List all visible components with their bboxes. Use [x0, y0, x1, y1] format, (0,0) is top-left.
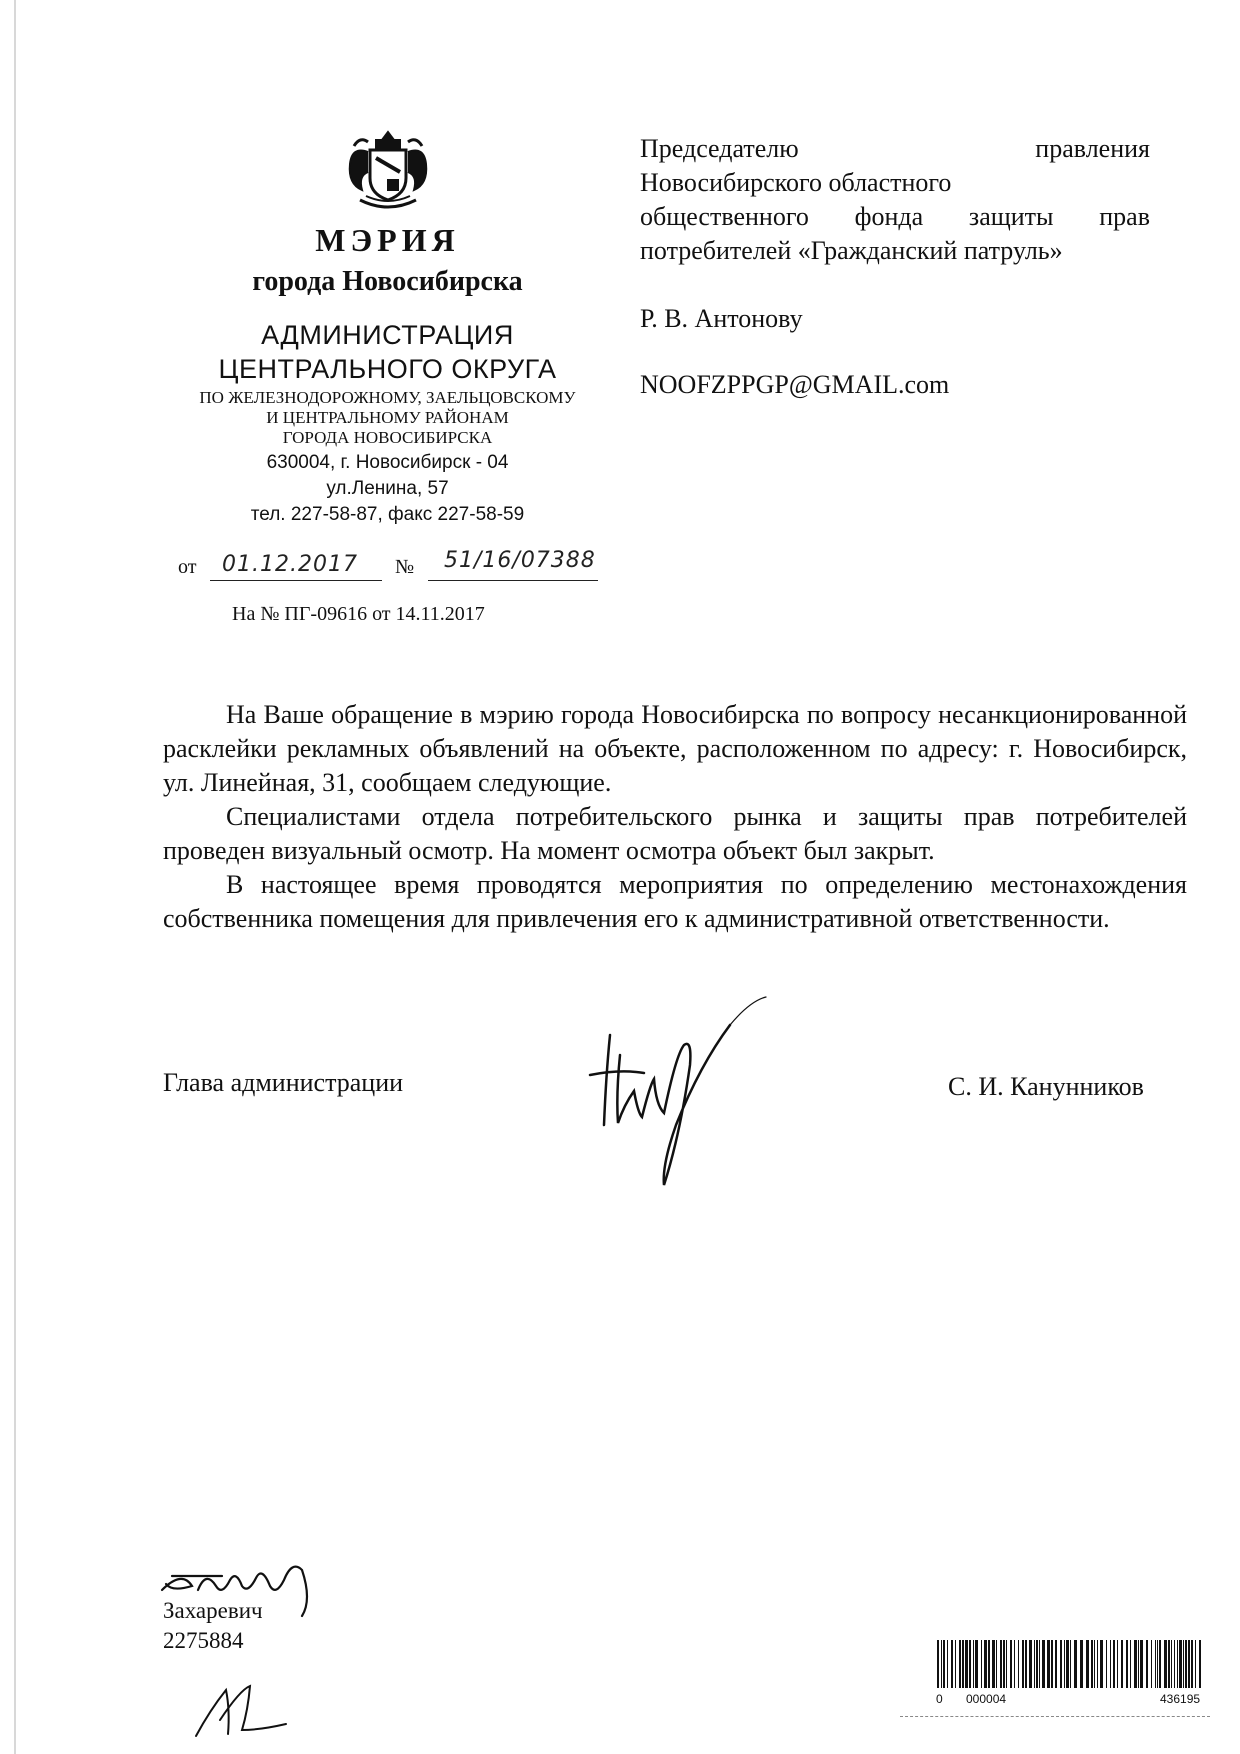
administration-title: [170, 318, 605, 386]
barcode-bar: [975, 1640, 978, 1688]
addressee-line: Председателю правления: [640, 134, 1150, 163]
barcode-bar: [1188, 1640, 1190, 1688]
barcode-prefix: 0: [936, 1692, 943, 1706]
handwritten-date: 01.12.2017: [222, 552, 358, 577]
barcode-bar: [1080, 1640, 1083, 1688]
date-underline: [210, 580, 382, 581]
divider-line: [900, 1716, 1210, 1717]
scan-edge: [14, 0, 16, 1754]
barcode-bar: [973, 1640, 974, 1688]
barcode-bar: [1157, 1640, 1158, 1688]
barcode-bar: [959, 1640, 961, 1688]
barcode-bar: [1034, 1640, 1035, 1688]
barcode-bar: [1100, 1640, 1103, 1688]
barcode-bar: [1014, 1640, 1015, 1688]
barcode-bar: [1060, 1640, 1062, 1688]
letter-body: [163, 698, 1187, 936]
barcode-bar: [962, 1640, 964, 1688]
barcode-bar: [1138, 1640, 1139, 1688]
barcode-bar: [1106, 1640, 1107, 1688]
barcode-bar: [951, 1640, 953, 1688]
barcode-bar: [1064, 1640, 1065, 1688]
barcode-bar: [1097, 1640, 1098, 1688]
barcode-bar: [1199, 1640, 1201, 1688]
addressee-line: Новосибирского областного: [640, 168, 952, 197]
addressee-line: общественного фонда защиты прав: [640, 202, 1150, 231]
barcode-bar: [1113, 1640, 1115, 1688]
barcode-bar: [1183, 1640, 1184, 1688]
barcode-middle: 000004: [966, 1692, 1007, 1706]
barcode-bar: [1159, 1640, 1161, 1688]
barcode-bar: [1134, 1640, 1137, 1688]
number-label: №: [395, 556, 415, 578]
barcode-suffix: 436195: [1160, 1692, 1201, 1706]
city-title: города Новосибирска: [252, 266, 523, 297]
barcode-bar: [1130, 1640, 1131, 1688]
administration-line: ЦЕНТРАЛЬНОГО ОКРУГА: [218, 354, 557, 384]
body-paragraph: В настоящее время проводятся мероприятия по определению местонахождения собственника помещения для привлечения его к административной ответственности.: [163, 870, 1187, 933]
barcode-bar: [1179, 1640, 1182, 1688]
executor-name: Захаревич: [163, 1598, 263, 1623]
signer-position: Глава администрации: [163, 1068, 404, 1097]
barcode-bar: [988, 1640, 990, 1688]
barcode-bar: [1086, 1640, 1089, 1688]
handwritten-number: 51/16/07388: [444, 548, 596, 573]
barcode-bar: [1126, 1640, 1128, 1688]
addressee-name: Р. В. Антонову: [640, 304, 803, 333]
initials-signature-icon: [190, 1680, 300, 1740]
barcode-bar: [943, 1640, 945, 1688]
barcode-bar: [1055, 1640, 1057, 1688]
barcode-bar: [965, 1640, 968, 1688]
barcode-bar: [1094, 1640, 1095, 1688]
barcode-bar: [1117, 1640, 1118, 1688]
barcode-bar: [1047, 1640, 1050, 1688]
barcode: [935, 1640, 1207, 1690]
barcode-bar: [941, 1640, 942, 1688]
administration-line: АДМИНИСТРАЦИЯ: [261, 320, 514, 350]
phone-line: тел. 227-58-87, факс 227-58-59: [250, 504, 525, 525]
barcode-bar: [1155, 1640, 1156, 1688]
barcode-bar: [1168, 1640, 1170, 1688]
barcode-bar: [1164, 1640, 1167, 1688]
barcode-bar: [1022, 1640, 1024, 1688]
barcode-bar: [1066, 1640, 1069, 1688]
barcode-bar: [992, 1640, 995, 1688]
signer-name: С. И. Канунников: [948, 1072, 1144, 1101]
date-label: от: [178, 556, 197, 578]
barcode-bar: [1110, 1640, 1111, 1688]
barcode-bar: [1003, 1640, 1005, 1688]
signature-icon: [580, 995, 800, 1215]
barcode-bar: [1051, 1640, 1053, 1688]
body-paragraph: Специалистами отдела потребительского рынка и защиты прав потребителей проведен визуальный осмотр. На момент осмотра объект был закрыт.: [163, 802, 1187, 865]
districts-block: [170, 388, 605, 448]
barcode-bar: [969, 1640, 971, 1688]
districts-line: ГОРОДА НОВОСИБИРСКА: [282, 428, 493, 447]
barcode-bar: [984, 1640, 987, 1688]
coat-of-arms-icon: [338, 128, 438, 216]
barcode-bar: [996, 1640, 997, 1688]
address-block: [170, 450, 605, 528]
barcode-bar: [1174, 1640, 1175, 1688]
body-paragraph: На Ваше обращение в мэрию города Новосибирска по вопросу несанкционированной расклейки рекламных объявлений на объекте, расположенном по адресу: г. Новосибирск, ул. Линейная, 31, сообщаем следующие.: [163, 700, 1187, 797]
barcode-bar: [1006, 1640, 1007, 1688]
reply-reference: На № ПГ-09616 от 14.11.2017: [232, 603, 485, 625]
number-underline: [428, 580, 598, 581]
barcode-bar: [937, 1640, 939, 1688]
barcode-bar: [1195, 1640, 1196, 1688]
barcode-bar: [981, 1640, 982, 1688]
districts-line: И ЦЕНТРАЛЬНОМУ РАЙОНАМ: [266, 408, 509, 427]
barcode-bar: [1042, 1640, 1045, 1688]
addressee-line: потребителей «Гражданский патруль»: [640, 236, 1063, 265]
barcode-bar: [1018, 1640, 1019, 1688]
barcode-bar: [1171, 1640, 1172, 1688]
executor-phone: 2275884: [163, 1628, 244, 1653]
barcode-bar: [1151, 1640, 1152, 1688]
barcode-bar: [1039, 1640, 1040, 1688]
districts-line: ПО ЖЕЛЕЗНОДОРОЖНОМУ, ЗАЕЛЬЦОВСКОМУ: [199, 388, 576, 407]
mayor-office-title: МЭРИЯ: [315, 222, 460, 258]
barcode-bar: [1070, 1640, 1071, 1688]
barcode-bar: [947, 1640, 948, 1688]
barcode-bar: [1029, 1640, 1032, 1688]
barcode-bar: [1025, 1640, 1027, 1688]
barcode-bar: [1010, 1640, 1012, 1688]
barcode-bar: [1091, 1640, 1093, 1688]
addressee-title: [640, 132, 1150, 268]
address-line: 630004, г. Новосибирск - 04: [266, 452, 509, 473]
barcode-bar: [1146, 1640, 1148, 1688]
barcode-bar: [1185, 1640, 1187, 1688]
barcode-bar: [1000, 1640, 1002, 1688]
address-line: ул.Ленина, 57: [326, 478, 449, 499]
barcode-bar: [1074, 1640, 1077, 1688]
addressee-email: NOOFZPPGP@GMAIL.com: [640, 370, 950, 399]
barcode-bar: [955, 1640, 956, 1688]
barcode-bar: [1191, 1640, 1193, 1688]
barcode-bar: [1177, 1640, 1178, 1688]
barcode-bar: [1121, 1640, 1123, 1688]
barcode-bar: [1140, 1640, 1143, 1688]
barcode-bar: [1036, 1640, 1038, 1688]
